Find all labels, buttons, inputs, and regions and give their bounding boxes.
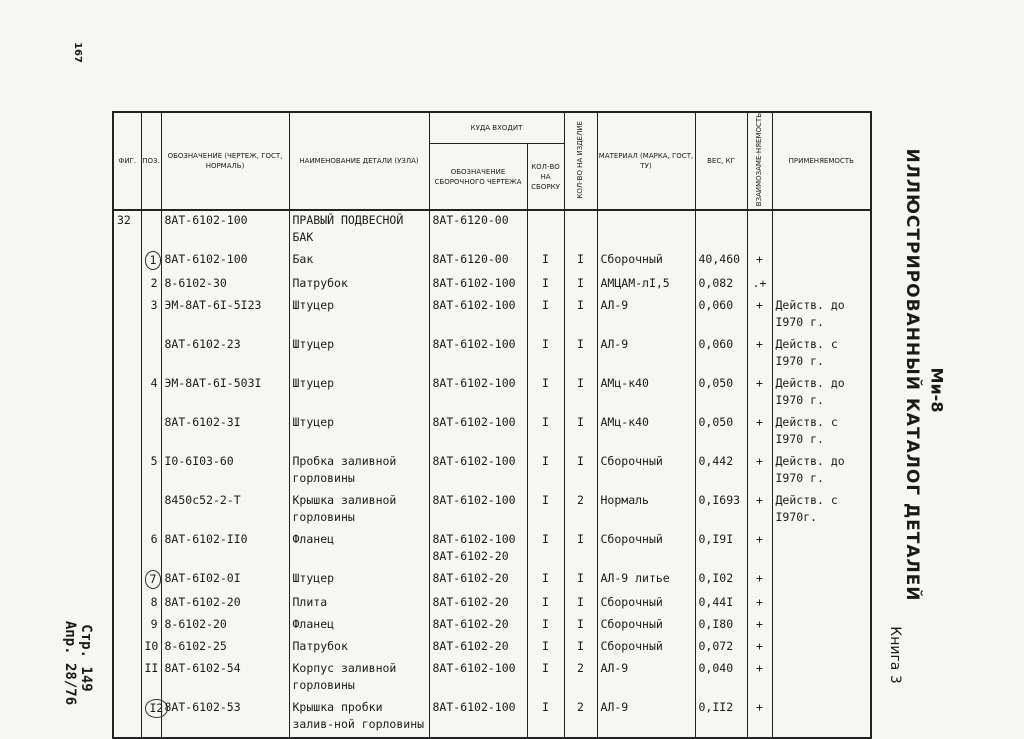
interchange-cell: + xyxy=(747,491,772,530)
applicability-cell: Действ. с I970 г. xyxy=(772,413,871,452)
fig-cell xyxy=(113,659,141,698)
applicability-cell xyxy=(772,593,871,615)
qty-product-cell: 2 xyxy=(564,698,597,738)
applicability-cell: Действ. с I970 г. xyxy=(772,335,871,374)
qty-product-cell: I xyxy=(564,615,597,637)
name-cell: Штуцер xyxy=(289,335,429,374)
qty-product-cell: I xyxy=(564,374,597,413)
fig-cell xyxy=(113,274,141,296)
qty-product-cell: I xyxy=(564,274,597,296)
assembly-cell: 8АТ-6102-100 xyxy=(429,698,527,738)
pos-cell: 8 xyxy=(141,593,161,615)
header-material: МАТЕРИАЛ (МАРКА, ГОСТ, ТУ) xyxy=(597,112,695,210)
pos-cell: 2 xyxy=(141,274,161,296)
circled-position-mark: 1 xyxy=(145,251,162,270)
header-qty-assembly: КОЛ-ВО НА СБОРКУ xyxy=(527,144,564,211)
name-cell: Корпус заливной горловины xyxy=(289,659,429,698)
material-cell: Нормаль xyxy=(597,491,695,530)
interchange-cell: + xyxy=(747,374,772,413)
qty-assembly-cell: I xyxy=(527,659,564,698)
interchange-cell: .+ xyxy=(747,274,772,296)
weight-cell: 0,040 xyxy=(695,659,747,698)
fig-cell: 32 xyxy=(113,210,141,250)
applicability-cell: Действ. до I970 г. xyxy=(772,452,871,491)
applicability-cell xyxy=(772,210,871,250)
name-cell: Штуцер xyxy=(289,374,429,413)
table-row xyxy=(113,569,871,593)
applicability-cell: Действ. до I970 г. xyxy=(772,296,871,335)
designation-cell: ЭМ-8АТ-6I-5I23 xyxy=(161,296,289,335)
designation-cell: 8АТ-6I02-0I xyxy=(161,569,289,593)
pos-cell xyxy=(141,569,161,593)
weight-cell: 0,082 xyxy=(695,274,747,296)
pos-cell: 5 xyxy=(141,452,161,491)
assembly-cell: 8АТ-6102-20 xyxy=(429,593,527,615)
designation-cell: 8АТ-6102-54 xyxy=(161,659,289,698)
qty-product-cell: I xyxy=(564,530,597,569)
pos-cell xyxy=(141,698,164,738)
interchange-cell: + xyxy=(747,250,772,274)
assembly-cell: 8АТ-6102-100 xyxy=(429,335,527,374)
assembly-cell: 8АТ-6120-00 xyxy=(429,210,527,250)
applicability-cell xyxy=(772,615,871,637)
material-cell: АЛ-9 литье xyxy=(597,569,695,593)
header-name: НАИМЕНОВАНИЕ ДЕТАЛИ (УЗЛА) xyxy=(289,112,429,210)
applicability-cell xyxy=(772,250,871,274)
assembly-cell: 8АТ-6102-100 xyxy=(429,374,527,413)
qty-assembly-cell: I xyxy=(527,452,564,491)
designation-cell: I0-6I03-60 xyxy=(161,452,289,491)
qty-assembly-cell: I xyxy=(527,335,564,374)
designation-cell: 8АТ-6102-3I xyxy=(161,413,289,452)
interchange-cell: + xyxy=(747,637,772,659)
applicability-cell xyxy=(772,274,871,296)
assembly-cell: 8АТ-6102-100 xyxy=(429,413,527,452)
table-row xyxy=(113,698,871,738)
interchange-cell: + xyxy=(747,659,772,698)
pos-cell: 3 xyxy=(141,296,161,335)
table-row xyxy=(113,335,871,374)
material-cell: Сборочный xyxy=(597,452,695,491)
weight-cell: 40,460 xyxy=(695,250,747,274)
material-cell: АЛ-9 xyxy=(597,335,695,374)
designation-cell: 8-6102-25 xyxy=(161,637,289,659)
name-cell: Пробка заливной горловины xyxy=(289,452,429,491)
fig-cell xyxy=(113,250,141,274)
qty-product-cell: I xyxy=(564,296,597,335)
date-reference: Апр. 28/76 xyxy=(62,620,78,706)
weight-cell xyxy=(695,210,747,250)
weight-cell: 0,I02 xyxy=(695,569,747,593)
name-cell: Бак xyxy=(289,250,429,274)
interchange-cell: + xyxy=(747,335,772,374)
pos-cell: 6 xyxy=(141,530,161,569)
assembly-cell: 8АТ-6102-20 xyxy=(429,637,527,659)
qty-assembly-cell: I xyxy=(527,615,564,637)
fig-cell xyxy=(113,452,141,491)
qty-product-cell: I xyxy=(564,335,597,374)
header-fig: ФИГ. xyxy=(113,112,141,210)
material-cell: АЛ-9 xyxy=(597,659,695,698)
weight-cell: 0,44I xyxy=(695,593,747,615)
fig-cell xyxy=(113,374,141,413)
table-row xyxy=(113,593,871,615)
qty-product-cell: 2 xyxy=(564,659,597,698)
interchange-cell xyxy=(747,210,772,250)
name-cell: Крышка пробки залив-ной горловины xyxy=(289,698,429,738)
fig-cell xyxy=(113,530,141,569)
material-cell: Сборочный xyxy=(597,250,695,274)
header-qty-product: КОЛ-ВО НА ИЗДЕЛИЕ xyxy=(564,112,597,210)
qty-product-cell: I xyxy=(564,413,597,452)
aircraft-model: Ми-8 xyxy=(927,367,947,413)
parts-rows xyxy=(113,210,871,738)
assembly-cell: 8АТ-6102-100 xyxy=(429,491,527,530)
name-cell: Плита xyxy=(289,593,429,615)
applicability-cell: Действ. с I970г. xyxy=(772,491,871,530)
designation-cell: ЭМ-8АТ-6I-503I xyxy=(161,374,289,413)
qty-product-cell: I xyxy=(564,569,597,593)
material-cell: АМц-к40 xyxy=(597,374,695,413)
interchange-cell: + xyxy=(747,413,772,452)
fig-cell xyxy=(113,491,141,530)
fig-cell xyxy=(113,296,141,335)
assembly-cell: 8АТ-6102-100 xyxy=(429,296,527,335)
weight-cell: 0,050 xyxy=(695,374,747,413)
table-row xyxy=(113,250,871,274)
qty-assembly-cell: I xyxy=(527,698,564,738)
interchange-cell: + xyxy=(747,569,772,593)
qty-assembly-cell: I xyxy=(527,530,564,569)
qty-assembly-cell: I xyxy=(527,374,564,413)
header-designation: ОБОЗНАЧЕНИЕ (ЧЕРТЕЖ, ГОСТ, НОРМАЛЬ) xyxy=(161,112,289,210)
pos-cell: 4 xyxy=(141,374,161,413)
material-cell: Сборочный xyxy=(597,593,695,615)
name-cell: Фланец xyxy=(289,615,429,637)
qty-product-cell: 2 xyxy=(564,491,597,530)
name-cell: Штуцер xyxy=(289,413,429,452)
material-cell: АМц-к40 xyxy=(597,413,695,452)
parts-table xyxy=(112,111,872,739)
table-row xyxy=(113,274,871,296)
name-cell: Фланец xyxy=(289,530,429,569)
pos-cell xyxy=(141,491,161,530)
applicability-cell xyxy=(772,637,871,659)
pos-cell xyxy=(141,335,161,374)
applicability-cell xyxy=(772,698,871,738)
fig-cell xyxy=(113,569,141,593)
table-row xyxy=(113,659,871,698)
assembly-cell: 8АТ-6120-00 xyxy=(429,250,527,274)
qty-assembly-cell: I xyxy=(527,413,564,452)
table-row xyxy=(113,530,871,569)
fig-cell xyxy=(113,413,141,452)
header-interchange: ВЗАИМОЗАМЕ-НЯЕМОСТЬ xyxy=(747,112,772,210)
qty-product-cell xyxy=(564,210,597,250)
pos-cell xyxy=(141,250,161,274)
pos-cell: I0 xyxy=(141,637,161,659)
qty-assembly-cell: I xyxy=(527,296,564,335)
weight-cell: 0,060 xyxy=(695,335,747,374)
qty-assembly-cell: I xyxy=(527,250,564,274)
catalog-title: ИЛЛЮСТРИРОВАННЫЙ КАТАЛОГ ДЕТАЛЕЙ xyxy=(902,148,922,602)
assembly-cell: 8АТ-6102-20 xyxy=(429,569,527,593)
table-row xyxy=(113,374,871,413)
designation-cell: 8АТ-6102-23 xyxy=(161,335,289,374)
table-row xyxy=(113,210,871,250)
material-cell: АЛ-9 xyxy=(597,296,695,335)
header-applicability: ПРИМЕНЯЕМОСТЬ xyxy=(772,112,871,210)
material-cell: АЛ-9 xyxy=(597,698,695,738)
interchange-cell: + xyxy=(747,698,772,738)
assembly-cell: 8АТ-6102-100 xyxy=(429,659,527,698)
name-cell: Штуцер xyxy=(289,569,429,593)
weight-cell: 0,050 xyxy=(695,413,747,452)
table-row xyxy=(113,615,871,637)
designation-cell: 8АТ-6102-53 xyxy=(161,698,289,738)
assembly-cell: 8АТ-6102-100 xyxy=(429,274,527,296)
fig-cell xyxy=(113,335,141,374)
name-cell: Патрубок xyxy=(289,637,429,659)
applicability-cell xyxy=(772,659,871,698)
interchange-cell: + xyxy=(747,452,772,491)
qty-assembly-cell: I xyxy=(527,593,564,615)
material-cell xyxy=(597,210,695,250)
name-cell: Патрубок xyxy=(289,274,429,296)
qty-assembly-cell xyxy=(527,210,564,250)
table-row xyxy=(113,637,871,659)
applicability-cell: Действ. до I970 г. xyxy=(772,374,871,413)
weight-cell: 0,I693 xyxy=(695,491,747,530)
book-label: Книга 3 xyxy=(887,626,903,684)
qty-product-cell: I xyxy=(564,637,597,659)
name-cell: Штуцер xyxy=(289,296,429,335)
header-where-group: КУДА ВХОДИТ xyxy=(429,112,564,144)
pos-cell: II xyxy=(141,659,161,698)
header-assembly: ОБОЗНАЧЕНИЕ СБОРОЧНОГО ЧЕРТЕЖА xyxy=(429,144,527,211)
material-cell: Сборочный xyxy=(597,637,695,659)
fig-cell xyxy=(113,698,141,738)
qty-assembly-cell: I xyxy=(527,274,564,296)
designation-cell: 8АТ-6102-20 xyxy=(161,593,289,615)
material-cell: Сборочный xyxy=(597,530,695,569)
header-weight: ВЕС, КГ xyxy=(695,112,747,210)
table-row xyxy=(113,491,871,530)
name-cell: Крышка заливной горловины xyxy=(289,491,429,530)
assembly-cell: 8АТ-6102-100 8АТ-6102-20 xyxy=(429,530,527,569)
material-cell: Сборочный xyxy=(597,615,695,637)
assembly-cell: 8АТ-6102-20 xyxy=(429,615,527,637)
designation-cell: 8АТ-6102-II0 xyxy=(161,530,289,569)
weight-cell: 0,II2 xyxy=(695,698,747,738)
table-row xyxy=(113,452,871,491)
interchange-cell: + xyxy=(747,615,772,637)
material-cell: АМЦАМ-лI,5 xyxy=(597,274,695,296)
weight-cell: 0,072 xyxy=(695,637,747,659)
designation-cell: 8450с52-2-Т xyxy=(161,491,289,530)
qty-product-cell: I xyxy=(564,593,597,615)
fig-cell xyxy=(113,593,141,615)
weight-cell: 0,I80 xyxy=(695,615,747,637)
fig-cell xyxy=(113,615,141,637)
applicability-cell xyxy=(772,569,871,593)
assembly-cell: 8АТ-6102-100 xyxy=(429,452,527,491)
designation-cell: 8-6102-20 xyxy=(161,615,289,637)
weight-cell: 0,442 xyxy=(695,452,747,491)
designation-cell: 8-6102-30 xyxy=(161,274,289,296)
page-number: 167 xyxy=(71,42,83,63)
weight-cell: 0,I9I xyxy=(695,530,747,569)
interchange-cell: + xyxy=(747,530,772,569)
pos-cell: 9 xyxy=(141,615,161,637)
name-cell: ПРАВЫЙ ПОДВЕСНОЙ БАК xyxy=(289,210,429,250)
circled-position-mark: I2 xyxy=(145,699,169,718)
applicability-cell xyxy=(772,530,871,569)
page-reference: Стр. 149 xyxy=(78,624,94,692)
qty-product-cell: I xyxy=(564,250,597,274)
table-row xyxy=(113,296,871,335)
qty-assembly-cell: I xyxy=(527,569,564,593)
designation-cell: 8АТ-6102-100 xyxy=(161,210,289,250)
circled-position-mark: 7 xyxy=(145,570,162,589)
table-row xyxy=(113,413,871,452)
pos-cell xyxy=(141,413,161,452)
interchange-cell: + xyxy=(747,593,772,615)
qty-product-cell: I xyxy=(564,452,597,491)
header-pos: ПОЗ. xyxy=(141,112,161,210)
qty-assembly-cell: I xyxy=(527,637,564,659)
designation-cell: 8АТ-6102-100 xyxy=(161,250,289,274)
fig-cell xyxy=(113,637,141,659)
weight-cell: 0,060 xyxy=(695,296,747,335)
pos-cell xyxy=(141,210,161,250)
qty-assembly-cell: I xyxy=(527,491,564,530)
interchange-cell: + xyxy=(747,296,772,335)
